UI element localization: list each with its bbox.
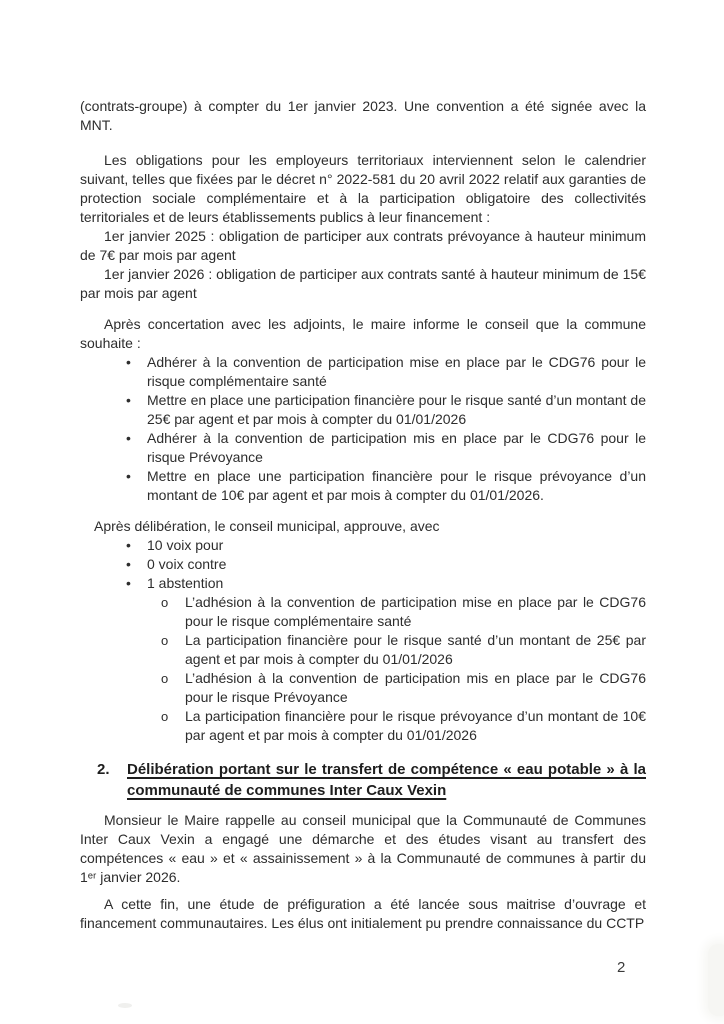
sub-list-item (80, 707, 646, 745)
list-item-vote (80, 574, 646, 593)
bullet-icon: • (126, 537, 131, 553)
sub-list-item (80, 593, 646, 631)
list-item-vote (80, 555, 646, 574)
sub-list-item-text: La participation financière pour le risque santé d’un montant de 25€ par agent et par mois à compter du 01/01/2026 (185, 632, 646, 667)
list-item (80, 429, 646, 467)
page-number: 2 (617, 959, 626, 976)
bullet-icon: • (126, 392, 131, 408)
vote-count-against: 0 voix contre (147, 556, 227, 572)
scan-artifact (118, 1003, 132, 1008)
list-item-text: Adhérer à la convention de participation mise en place par le CDG76 pour le risque complémentaire santé (147, 354, 646, 389)
circle-bullet-icon: o (161, 633, 169, 648)
circle-bullet-icon: o (161, 671, 169, 686)
bullet-icon: • (126, 575, 131, 591)
list-item-vote (80, 536, 646, 555)
sub-list-item-text: L’adhésion à la convention de participation mise en place par le CDG76 pour le risque complémentaire santé (185, 594, 646, 629)
scan-artifact (708, 944, 724, 1016)
paragraph-obligations: Les obligations pour les employeurs territoriaux interviennent selon le calendrier suivant, telles que fixées par le décret n° 2022-581 du 20 avril 2022 relatif aux garanties de protection sociale complémentaire et à la participation obligatoire des collectivités territoriales et de leurs établissements publics à leur financement : (80, 152, 646, 225)
section-heading-line2 (127, 780, 646, 801)
vote-count-abstention: 1 abstention (147, 575, 224, 591)
paragraph-contrats-groupe: (contrats-groupe) à compter du 1er janvier 2023. Une convention a été signée avec la MNT. (80, 98, 646, 133)
list-item (80, 353, 646, 391)
section-heading-line2-text: communauté de communes Inter Caux Vexin (127, 782, 447, 799)
bullet-icon: • (126, 354, 131, 370)
paragraph-mayor-recall: Monsieur le Maire rappelle au conseil municipal que la Communauté de Communes Inter Caux Vexin a engagé une démarche et des études visant au transfert des compétences « eau » et « assainissement » à la Communauté de communes à partir du 1ᵉʳ janvier 2026. (80, 812, 646, 885)
list-item (80, 391, 646, 429)
paragraph-deadline-2026: 1er janvier 2026 : obligation de participer aux contrats santé à hauteur minimum de 15€ par mois par agent (80, 266, 646, 301)
bullet-icon: • (126, 430, 131, 446)
sub-list-item (80, 669, 646, 707)
paragraph-deadline-2025: 1er janvier 2025 : obligation de participer aux contrats prévoyance à hauteur minimum de 7€ par mois par agent (80, 228, 646, 263)
section-heading (80, 759, 646, 801)
vote-count-for: 10 voix pour (147, 537, 224, 553)
bullet-icon: • (126, 556, 131, 572)
section-heading-line1-text: Délibération portant sur le transfert de compétence « eau potable » à la (127, 761, 646, 778)
sub-list-item (80, 631, 646, 669)
section-number: 2. (97, 761, 110, 778)
page-content (80, 97, 646, 933)
list-item (80, 467, 646, 505)
list-item-text: Mettre en place une participation financière pour le risque prévoyance d’un montant de 10€ par agent et par mois à compter du 01/01/2026. (147, 468, 646, 503)
section-heading-line1 (127, 759, 646, 780)
list-item-text: Adhérer à la convention de participation mis en place par le CDG76 pour le risque Prévoyance (147, 430, 646, 465)
circle-bullet-icon: o (161, 709, 169, 724)
paragraph-study: A cette fin, une étude de préfiguration a été lancée sous maitrise d’ouvrage et financement communautaires. Les élus ont initialement pu prendre connaissance du CCTP (80, 896, 646, 931)
bullet-icon: • (126, 468, 131, 484)
sub-list-item-text: L’adhésion à la convention de participation mis en place par le CDG76 pour le risque Prévoyance (185, 670, 646, 705)
list-item-text: Mettre en place une participation financière pour le risque santé d’un montant de 25€ par agent et par mois à compter du 01/01/2026 (147, 392, 646, 427)
circle-bullet-icon: o (161, 595, 169, 610)
paragraph-after-consultation: Après concertation avec les adjoints, le maire informe le conseil que la commune souhaite : (80, 316, 646, 351)
paragraph-after-deliberation: Après délibération, le conseil municipal, approuve, avec (94, 518, 440, 534)
sub-list-item-text: La participation financière pour le risque prévoyance d’un montant de 10€ par agent et par mois à compter du 01/01/2026 (185, 708, 646, 743)
